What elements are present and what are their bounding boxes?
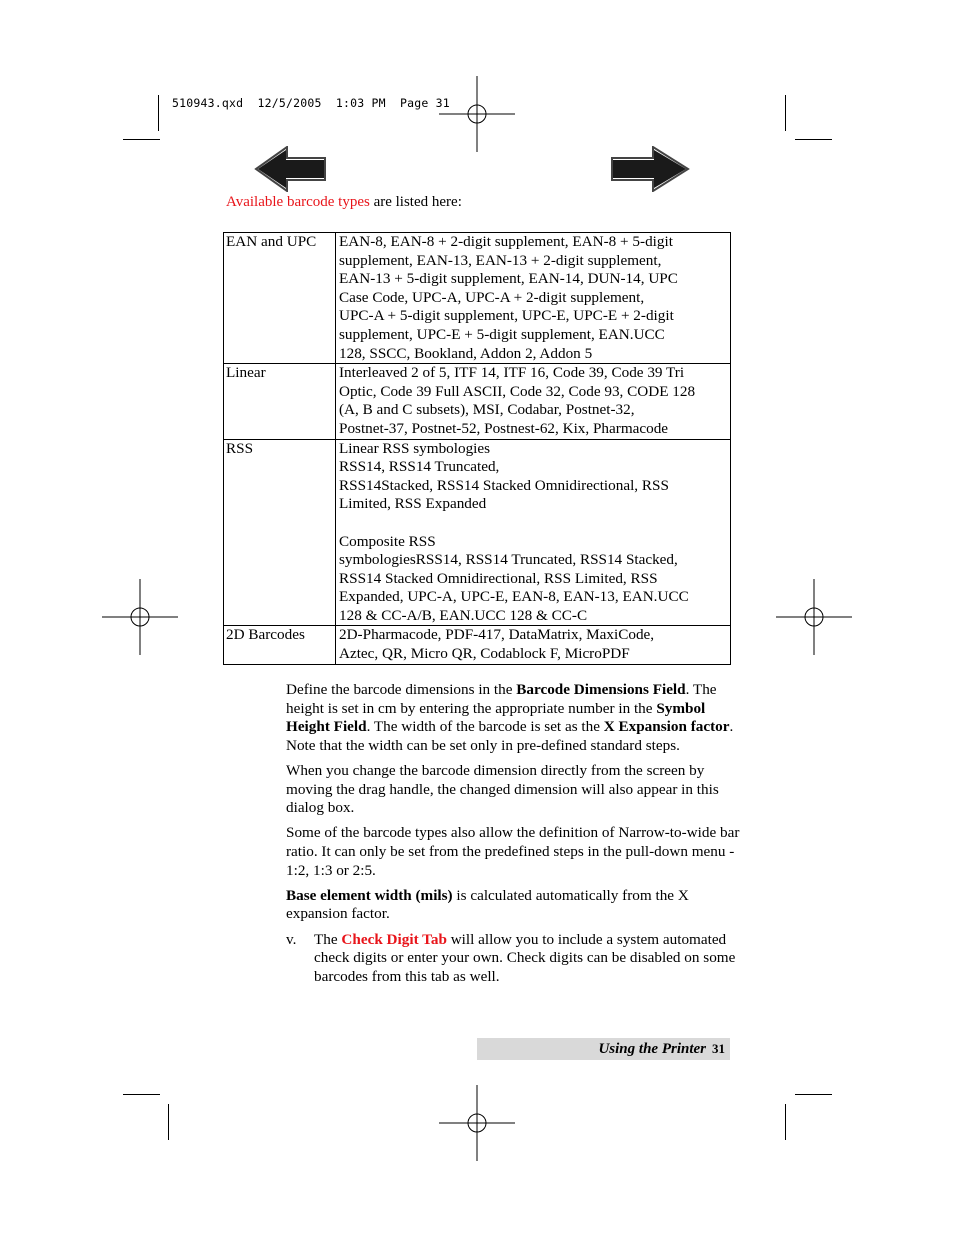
bold-term: Symbol Height Field xyxy=(286,699,706,736)
barcode-list-line: symbologiesRSS14, RSS14 Truncated, RSS14 Stacked, xyxy=(339,551,678,569)
body-text xyxy=(286,681,746,986)
table-row xyxy=(224,439,731,626)
barcode-list-line: 2D-Pharmacode, PDF-417, DataMatrix, MaxiCode, xyxy=(339,626,655,644)
barcode-list-line: RSS14 Stacked Omnidirectional, RSS Limited, RSS xyxy=(339,569,658,587)
crop-mark xyxy=(123,139,160,140)
crop-mark xyxy=(123,1094,160,1095)
text-run: . Note that the width can be set only in pre-defined standard steps. xyxy=(286,718,734,754)
crop-mark xyxy=(158,95,159,131)
crop-mark xyxy=(785,95,786,131)
text-run: . The height is set in cm by entering the appropriate number in the xyxy=(286,681,717,717)
barcode-list xyxy=(336,364,731,439)
page-footer xyxy=(477,1038,730,1060)
text-run: will allow you to include a system automated check digits or enter your own. Check digits can be disabled on some barcodes from this tab as well. xyxy=(314,930,736,985)
slug-line: 510943.qxd 12/5/2005 1:03 PM Page 31 xyxy=(172,96,450,110)
text-run: . The width of the barcode is set as the xyxy=(366,718,604,736)
registration-mark-icon xyxy=(102,579,178,655)
barcode-list-line: Limited, RSS Expanded xyxy=(339,495,487,513)
barcode-list-line: Interleaved 2 of 5, ITF 14, ITF 16, Code 39, Code 39 Tri xyxy=(339,364,685,382)
footer-title: Using the Printer xyxy=(598,1041,706,1057)
list-number: v. xyxy=(286,930,297,948)
barcode-list-line: (A, B and C subsets), MSI, Codabar, Postnet-32, xyxy=(339,401,635,419)
text-run: Define the barcode dimensions in the xyxy=(286,681,517,698)
barcode-list xyxy=(336,626,731,664)
barcode-category: RSS xyxy=(224,439,336,626)
left-arrow-icon[interactable] xyxy=(254,146,328,192)
barcode-list-line: Case Code, UPC-A, UPC-A + 2-digit supplement, xyxy=(339,288,645,306)
paragraph-dimensions xyxy=(286,681,746,755)
available-barcode-types-link[interactable]: Available barcode types xyxy=(226,194,370,210)
barcode-list-line: supplement, UPC-E + 5-digit supplement, EAN.UCC xyxy=(339,325,665,343)
barcode-list-line: supplement, EAN-13, EAN-13 + 2-digit supplement, xyxy=(339,251,662,269)
barcode-list-line: Aztec, QR, Micro QR, Codablock F, MicroPDF xyxy=(339,645,630,663)
crop-mark xyxy=(168,1104,169,1140)
barcode-category: Linear xyxy=(224,364,336,439)
list-item xyxy=(286,931,746,987)
barcode-category: 2D Barcodes xyxy=(224,626,336,664)
registration-mark-icon xyxy=(776,579,852,655)
table-row xyxy=(224,626,731,664)
table-row xyxy=(224,364,731,439)
barcode-list-line: Composite RSS xyxy=(339,532,436,550)
bold-term: X Expansion factor xyxy=(603,718,730,736)
barcode-list-line: UPC-A + 5-digit supplement, UPC-E, UPC-E + 2-digit xyxy=(339,307,674,325)
crop-mark xyxy=(795,1094,832,1095)
text-run: is calculated automatically from the X expansion factor. xyxy=(286,886,689,923)
page-number: 31 xyxy=(712,1041,725,1056)
barcode-list-line: Linear RSS symbologies xyxy=(339,439,491,457)
paragraph-base-element xyxy=(286,887,746,924)
barcode-list-line: 128, SSCC, Bookland, Addon 2, Addon 5 xyxy=(339,344,593,362)
barcode-category: EAN and UPC xyxy=(224,233,336,364)
barcode-list-line: EAN-8, EAN-8 + 2-digit supplement, EAN-8 + 5-digit xyxy=(339,233,673,250)
barcode-list-line xyxy=(339,514,728,533)
barcode-list-line: EAN-13 + 5-digit supplement, EAN-14, DUN-14, UPC xyxy=(339,270,678,288)
barcode-list-line: RSS14, RSS14 Truncated, xyxy=(339,458,500,476)
registration-mark-icon xyxy=(439,1085,515,1161)
table-row xyxy=(224,233,731,364)
crop-mark xyxy=(795,139,832,140)
intro-text xyxy=(226,194,462,211)
barcode-list-line: Postnet-37, Postnet-52, Postnest-62, Kix, Pharmacode xyxy=(339,419,669,437)
barcode-list-line: 128 & CC-A/B, EAN.UCC 128 & CC-C xyxy=(339,606,588,624)
intro-rest: are listed here: xyxy=(369,194,462,210)
check-digit-tab-link[interactable]: Check Digit Tab xyxy=(341,930,447,948)
text-run: The xyxy=(314,930,342,948)
barcode-list-line: Optic, Code 39 Full ASCII, Code 32, Code 93, CODE 128 xyxy=(339,382,696,400)
bold-term: Barcode Dimensions Field xyxy=(516,681,686,698)
barcode-list xyxy=(336,439,731,626)
registration-mark-icon xyxy=(439,76,515,152)
barcode-list xyxy=(336,233,731,364)
list-item-text xyxy=(314,931,746,987)
barcode-list-line: RSS14Stacked, RSS14 Stacked Omnidirectional, RSS xyxy=(339,476,669,494)
barcode-types-table xyxy=(223,232,731,665)
right-arrow-icon[interactable] xyxy=(610,146,690,192)
bold-term: Base element width (mils) xyxy=(286,886,453,904)
paragraph-bar-ratio: Some of the barcode types also allow the definition of Narrow-to-wide bar ratio. It can only be set from the predefined steps in the pull-down menu - 1:2, 1:3 or 2:5. xyxy=(286,824,740,879)
barcode-list-line: Expanded, UPC-A, UPC-E, EAN-8, EAN-13, EAN.UCC xyxy=(339,588,689,606)
crop-mark xyxy=(785,1104,786,1140)
paragraph-drag-handle: When you change the barcode dimension directly from the screen by moving the drag handle, the changed dimension will also appear in this dialog box. xyxy=(286,761,719,817)
